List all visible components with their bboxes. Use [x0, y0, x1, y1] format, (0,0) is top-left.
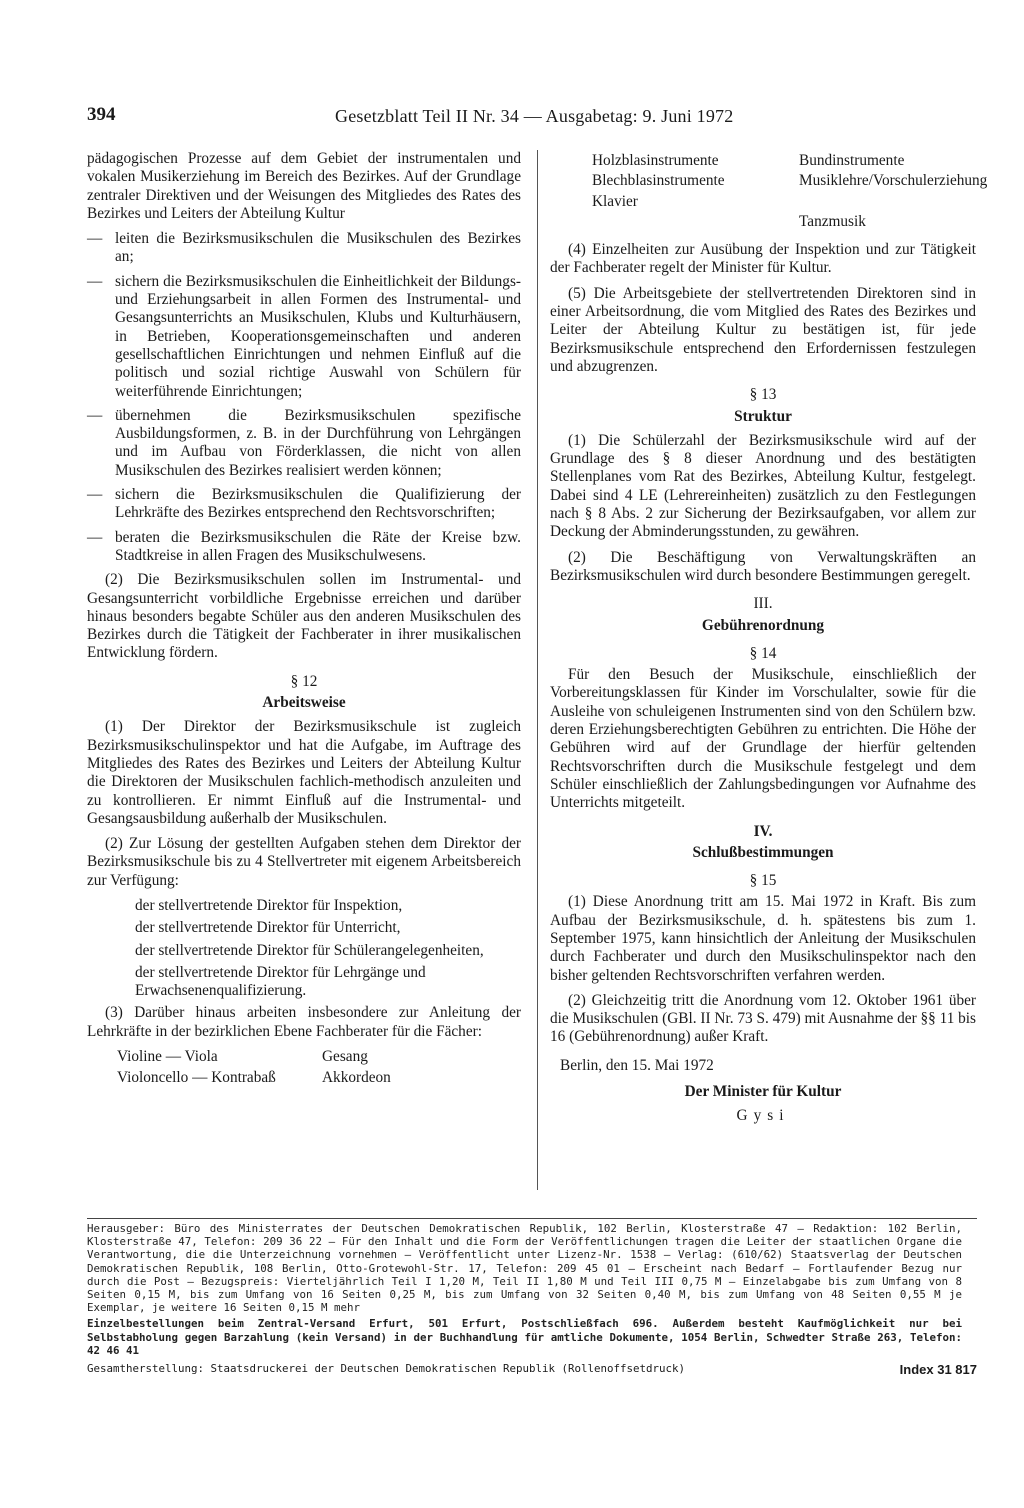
dash-marker: —	[87, 486, 103, 504]
section-14-number: § 14	[749, 644, 777, 662]
subject-item: Gesang	[322, 1048, 368, 1066]
signer-title: Der Minister für Kultur	[684, 1083, 842, 1101]
section-12-paragraph-2: (2) Zur Lösung der gestellten Aufgaben stehen dem Direktor der Bezirksmusikschule bis zu 4 Stellvertreter mit eigenem Arbeitsbereich zur Verfügung:	[87, 835, 521, 889]
right-column	[550, 150, 988, 1126]
section-13-title: Struktur	[734, 407, 792, 425]
role-item: der stellvertretende Direktor für Schülerangelegenheiten,	[135, 941, 484, 959]
list-item	[87, 407, 521, 480]
list-item-text: übernehmen die Bezirksmusikschulen spezifische Ausbildungsformen, z. B. in der Durchführung von Lehrgängen und im Aufbau von Förderklassen, die nicht von allen Musikschulen des Bezirkes realisiert werden können;	[115, 406, 521, 479]
section-13-paragraph-1: (1) Die Schülerzahl der Bezirksmusikschule wird auf der Grundlage des § 8 dieser Anordnung und des bestätigten Stellenplanes vom Rat des Bezirkes, Abteilung Kultur, festgelegt. Dabei sind 4 LE (Lehrereinheiten) zusätzlich zu den Festlegungen nach § 8 Abs. 2 zur Sicherung der Bezirksaufgaben, vor allem zur Deckung der Abminderungsstunden, zu gewähren.	[550, 431, 976, 541]
paragraph-2: (2) Die Bezirksmusikschulen sollen im Instrumental- und Gesangsunterricht vorbildliche Ergebnisse erreichen und darüber hinaus besonders begabte Schüler aus den anderen Musikschulen des Bezirkes durch die Tätigkeit der Fachberater in ihrer musikalischen Entwicklung fördern.	[87, 571, 521, 662]
list-item-text: beraten die Bezirksmusikschulen die Räte der Kreise bzw. Stadtkreise in allen Fragen des Musikschulwesens.	[115, 528, 521, 564]
subject-item: Bundinstrumente	[799, 152, 905, 169]
subject-item: Violoncello — Kontrabaß	[117, 1069, 276, 1087]
role-item: der stellvertretende Direktor für Lehrgänge und Erwachsenenqualifizierung.	[135, 963, 426, 1000]
imprint-printer: Gesamtherstellung: Staatsdruckerei der Deutschen Demokratischen Republik (Rollenoffsetdruck)	[87, 1362, 686, 1375]
part-4-title: Schlußbestimmungen	[692, 843, 834, 861]
subject-item: Blechblasinstrumente	[592, 172, 725, 190]
section-12-number: § 12	[290, 672, 318, 690]
list-item-text: leiten die Bezirksmusikschulen die Musikschulen des Bezirkes an;	[115, 230, 521, 266]
subject-item	[592, 213, 799, 231]
subject-list	[117, 1048, 521, 1088]
index-number: Index 31 817	[899, 1362, 977, 1377]
section-13-paragraph-2: (2) Die Beschäftigung von Verwaltungskräften an Bezirksmusikschulen wird durch besondere Bestimmungen geregelt.	[550, 548, 976, 584]
list-item-text: sichern die Bezirksmusikschulen die Einheitlichkeit der Bildungs- und Erziehungsarbeit in allen Formen des Instrumental- und Gesangsunterrichts an Musikschulen, Klubs und Kulturhäusern, in Betrieben, Kooperationsgemeinschaften und anderen gesellschaftlichen Einrichtungen und nehmen Einfluß auf die politisch und sozial richtige Auswahl von Schülern für weiterführende Einrichtungen;	[115, 272, 521, 400]
list-item	[87, 230, 521, 267]
subject-item: Holzblasinstrumente	[592, 152, 719, 169]
paragraph-4: (4) Einzelheiten zur Ausübung der Inspektion und zur Tätigkeit der Fachberater regelt der Minister für Kultur.	[550, 241, 976, 277]
list-item	[87, 486, 521, 523]
intro-paragraph: pädagogischen Prozesse auf dem Gebiet der instrumentalen und vokalen Musikerziehung im Bereich des Bezirkes. Auf der Grundlage zentraler Direktiven und der Weisungen des Mitgliedes des Rates des Bezirkes und Leiters der Abteilung Kultur	[87, 150, 521, 222]
section-12-paragraph-3: (3) Darüber hinaus arbeiten insbesondere zur Anleitung der Lehrkräfte in der bezirklichen Ebene Fachberater für die Fächer:	[87, 1004, 521, 1040]
section-12-title: Arbeitsweise	[262, 694, 346, 712]
imprint-orders: Einzelbestellungen beim Zentral-Versand Erfurt, 501 Erfurt, Postschließfach 696. Außerdem besteht Kaufmöglichkeit nur bei Selbstabholung gegen Barzahlung (kein Versand) in der Buchhandlung für amtliche Dokumente, 1054 Berlin, Schwedter Straße 263, Telefon: 42 46 41	[87, 1317, 962, 1357]
dash-marker: —	[87, 230, 103, 248]
signer-name: Gysi	[736, 1107, 790, 1125]
left-column	[87, 150, 521, 1088]
role-item: der stellvertretende Direktor für Unterricht,	[135, 919, 401, 937]
section-15-paragraph-1: (1) Diese Anordnung tritt am 15. Mai 1972 in Kraft. Bis zum Aufbau der Bezirksmusikschule, d. h. spätestens bis zum 1. September 1975, kann hinsichtlich der Anleitung der Musikschulen durch Fachberater und durch den Musikschulinspektor nach den bisher geltenden Rechtsvorschriften verfahren werden.	[550, 893, 976, 984]
running-title: Gesetzblatt Teil II Nr. 34 — Ausgabetag: 9. Juni 1972	[335, 106, 734, 126]
part-3-number: III.	[753, 595, 773, 613]
page-number: 394	[87, 104, 116, 125]
column-divider	[537, 150, 538, 1190]
imprint-publisher: Herausgeber: Büro des Ministerrates der Deutschen Demokratischen Republik, 102 Berlin, Klosterstraße 47 — Redaktion: 102 Berlin, Klosterstraße 47, Telefon: 209 36 22 — Für den Inhalt und die Form der Veröffentlichungen tragen die Leiter der staatlichen Organe die Verantwortung, die die Unterzeichnung vornehmen — Veröffentlicht unter Lizenz-Nr. 1538 — Verlag: (610/62) Staatsverlag der Deutschen Demokratischen Republik, 108 Berlin, Otto-Grotewohl-Str. 17, Telefon: 209 45 01 — Erscheint nach Bedarf — Fortlaufender Bezug nur durch die Post — Bezugspreis: Vierteljährlich Teil I 1,20 M, Teil II 1,80 M und Teil III 0,75 M — Einzelabgabe bis zum Umfang von 8 Seiten 0,15 M, bis zum Umfang von 16 Seiten 0,25 M, bis zum Umfang von 32 Seiten 0,40 M, bis zum Umfang von 48 Seiten 0,55 M je Exemplar, je weitere 16 Seiten 0,15 M mehr	[87, 1222, 962, 1315]
list-item-text: sichern die Bezirksmusikschulen die Qualifizierung der Lehrkräfte des Bezirkes entsprechend den Rechtsvorschriften;	[115, 486, 521, 522]
subject-item: Violine — Viola	[117, 1048, 218, 1066]
subject-item	[799, 193, 987, 211]
imprint-rule	[87, 1218, 977, 1219]
dash-marker: —	[87, 272, 103, 290]
subject-item: Musiklehre/Vorschulerziehung	[799, 172, 988, 190]
subject-list-continued	[592, 152, 988, 231]
subject-item: Klavier	[592, 192, 638, 210]
subject-item: Tanzmusik	[799, 212, 866, 230]
paragraph-5: (5) Die Arbeitsgebiete der stellvertretenden Direktoren sind in einer Arbeitsordnung, die vom Mitglied des Rates des Bezirkes und Leiter der Abteilung Kultur zu bestätigen ist, für jede Bezirksmusikschule entsprechend den Erfordernissen festzulegen und abzugrenzen.	[550, 284, 976, 375]
dash-marker: —	[87, 528, 103, 546]
section-15-number: § 15	[749, 872, 777, 890]
dash-marker: —	[87, 406, 103, 424]
section-13-number: § 13	[749, 386, 777, 404]
part-4-number: IV.	[753, 822, 773, 840]
place-date: Berlin, den 15. Mai 1972	[560, 1056, 714, 1074]
role-item: der stellvertretende Direktor für Inspektion,	[135, 896, 403, 914]
part-3-title: Gebührenordnung	[701, 616, 825, 634]
section-14-paragraph: Für den Besuch der Musikschule, einschließlich der Vorbereitungsklassen für Kinder im Vorschulalter, sowie für die Ausleihe von schuleigenen Instrumenten sind von den Schülern bzw. deren Erziehungsberechtigten Gebühren zu entrichten. Die Höhe der Gebühren wird auf der Grundlage der hierfür geltenden Rechtsvorschriften durch die Musikschule festgelegt und dem Schüler einschließlich der Zahlungsbedingungen vor Aufnahme des Unterrichts mitgeteilt.	[550, 666, 976, 812]
section-12-paragraph-1: (1) Der Direktor der Bezirksmusikschule ist zugleich Bezirksmusikschulinspektor und hat die Aufgabe, im Auftrage des Mitgliedes des Rates des Bezirkes und Leiters der Abteilung Kultur die Direktoren der Musikschulen fachlich-methodisch anzuleiten und zu kontrollieren. Er nimmt Einfluß auf die Instrumental- und Gesangsausbildung außerhalb der Musikschulen.	[87, 718, 521, 827]
section-15-paragraph-2: (2) Gleichzeitig tritt die Anordnung vom 12. Oktober 1961 über die Musikschulen (GBl. II Nr. 73 S. 479) mit Ausnahme der §§ 11 bis 16 (Gebührenordnung) außer Kraft.	[550, 991, 977, 1046]
subject-item: Akkordeon	[322, 1069, 391, 1087]
imprint	[87, 1222, 962, 1360]
list-item	[87, 529, 521, 566]
list-item	[87, 273, 521, 401]
imprint-footer	[87, 1362, 977, 1375]
page-header	[87, 100, 977, 134]
